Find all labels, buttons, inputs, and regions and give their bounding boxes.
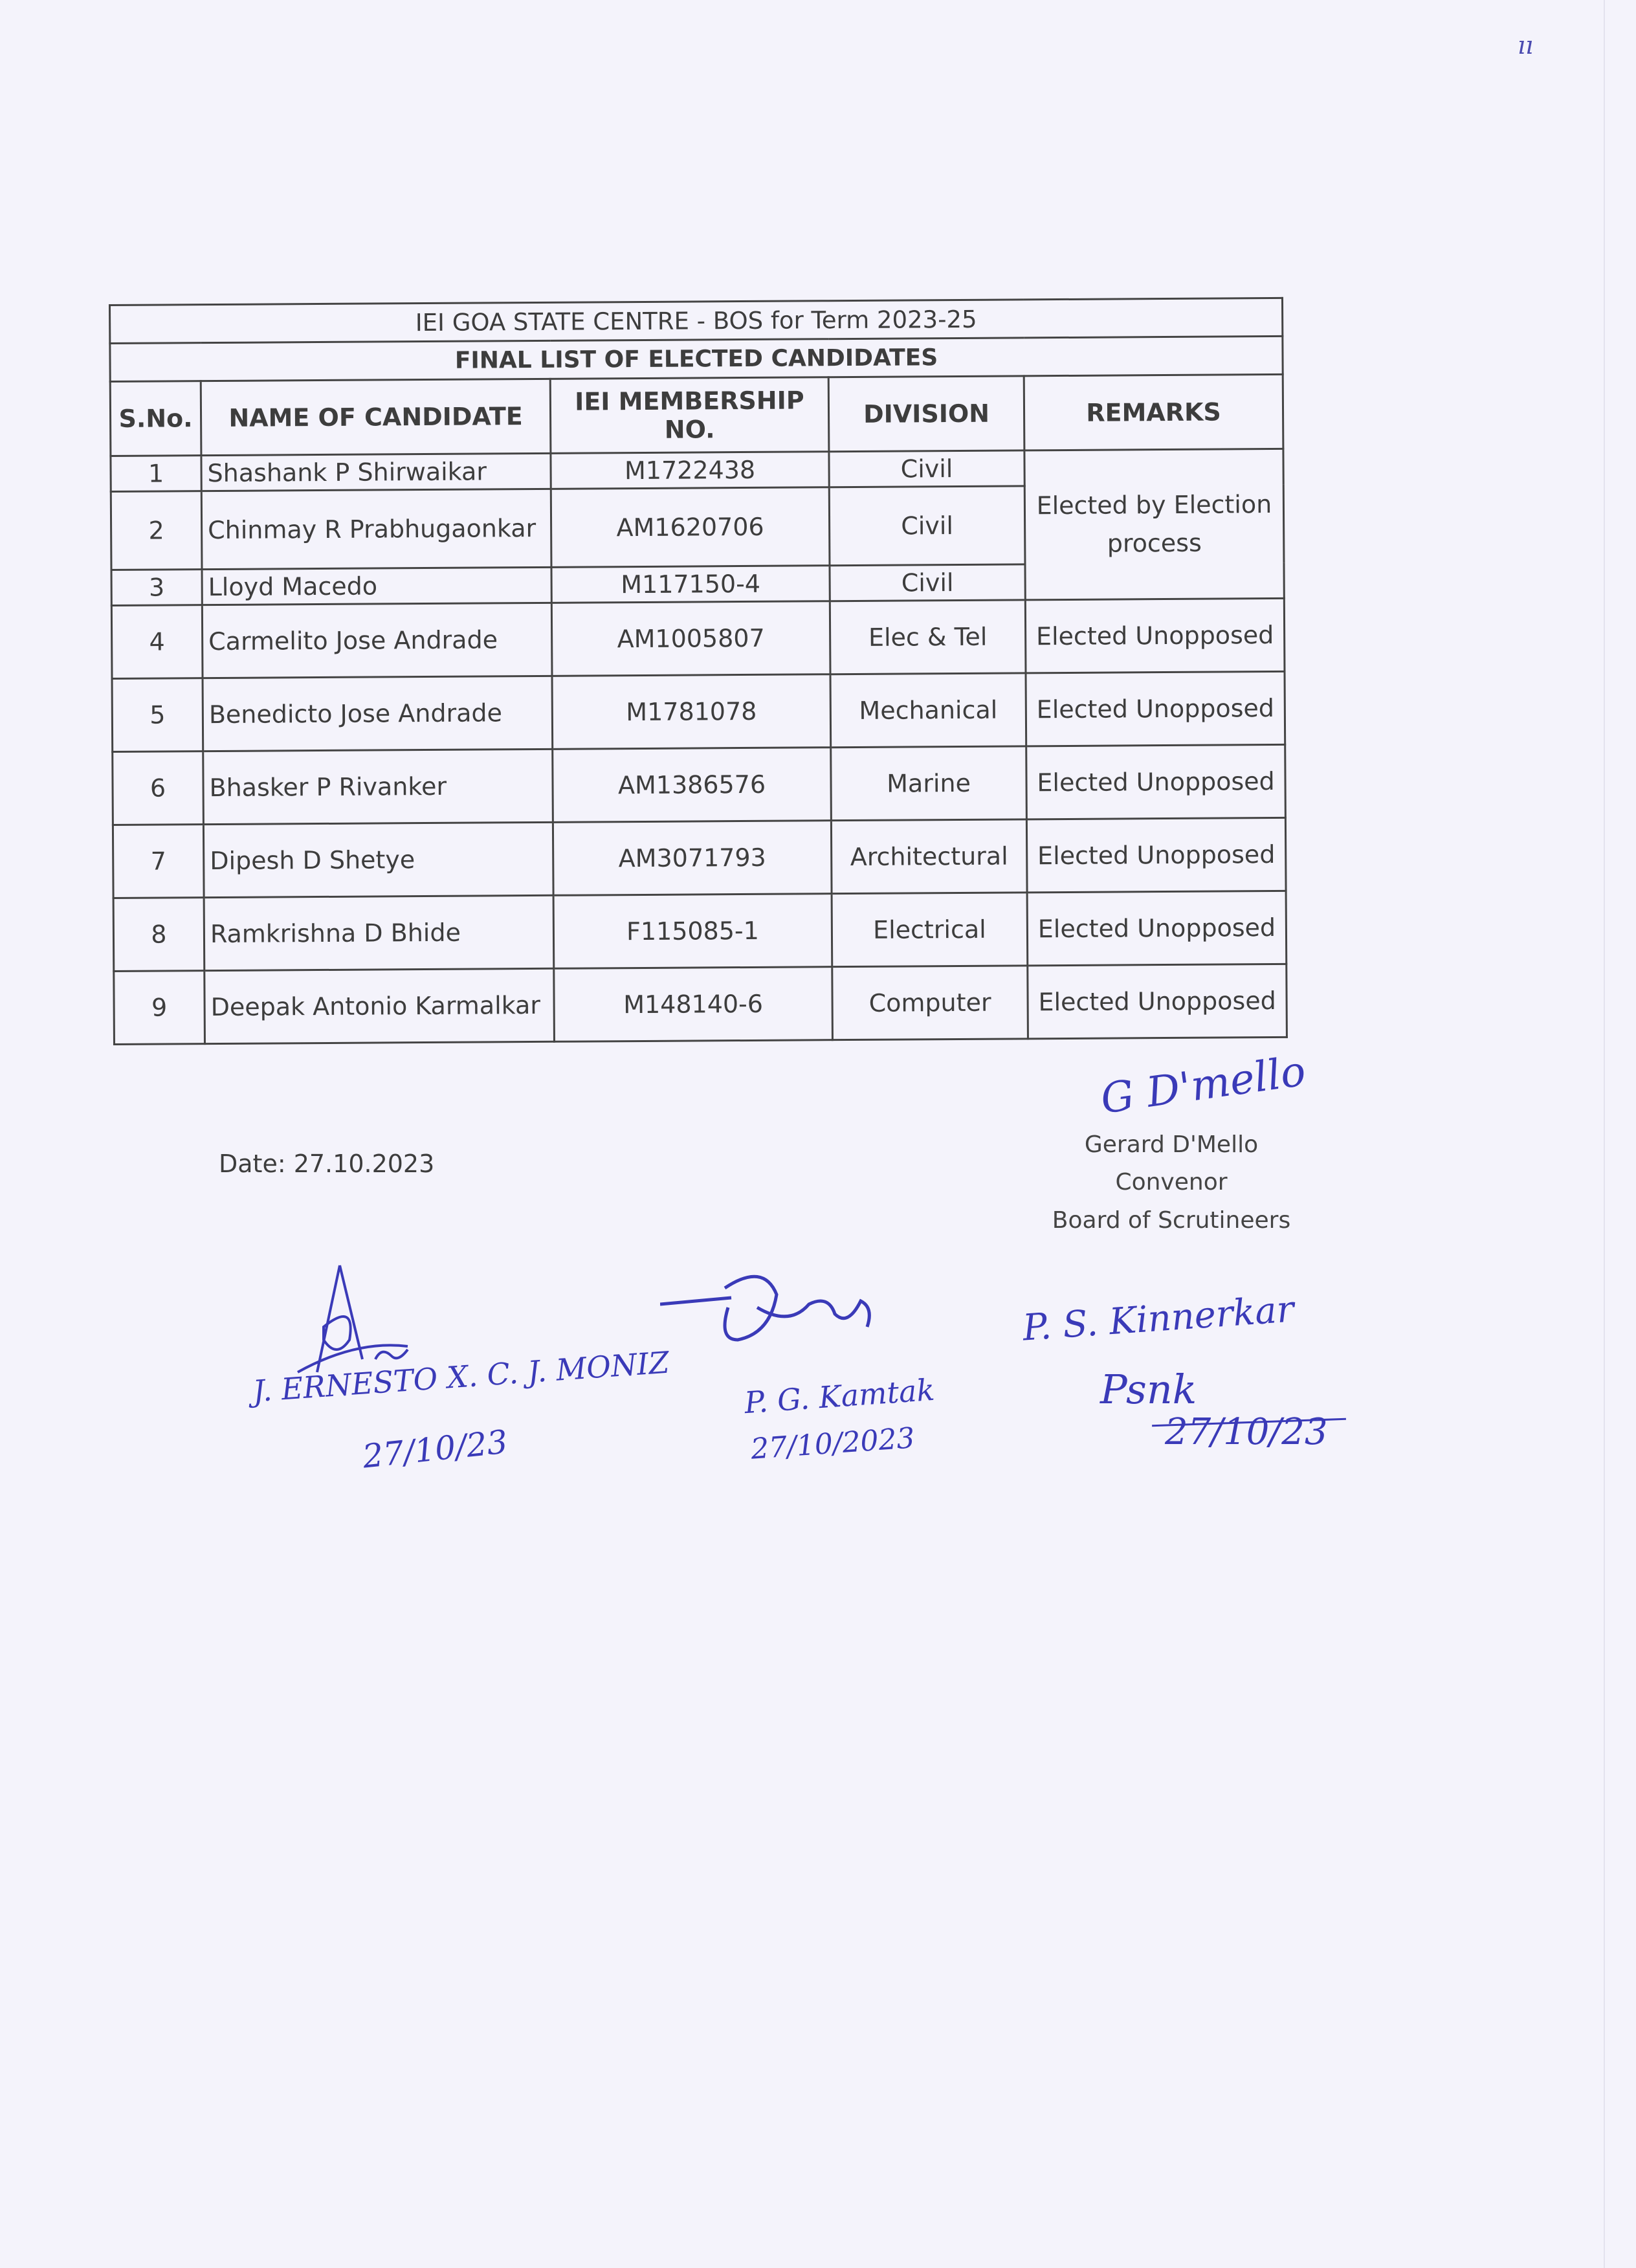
cell-remarks: Elected Unopposed: [1026, 671, 1285, 746]
cell-division: Computer: [832, 966, 1028, 1040]
cell-membership: M148140-6: [554, 967, 833, 1042]
col-header-membership: IEI MEMBERSHIP NO.: [550, 377, 829, 454]
cell-sno: 2: [111, 491, 202, 570]
cell-division: Mechanical: [830, 673, 1026, 748]
scrutineer-3-signature-mark: Psnk: [1100, 1366, 1197, 1413]
cell-remarks: Elected Unopposed: [1027, 891, 1287, 965]
cell-division: Architectural: [831, 819, 1027, 894]
table-title: IEI GOA STATE CENTRE - BOS for Term 2023-25: [110, 298, 1283, 343]
scrutineer-3-date: 27/10/23: [1165, 1411, 1328, 1453]
corner-handwritten-mark: ıı: [1518, 31, 1534, 60]
scrutineer-3-name: P. S. Kinnerkar: [1021, 1288, 1296, 1350]
cell-name: Deepak Antonio Karmalkar: [204, 968, 555, 1043]
col-header-sno: S.No.: [110, 381, 201, 456]
table-row: [111, 449, 1283, 491]
cell-name: Carmelito Jose Andrade: [202, 603, 552, 678]
cell-name: Chinmay R Prabhugaonkar: [201, 489, 551, 569]
cell-remarks: Elected Unopposed: [1026, 744, 1286, 819]
cell-name: Benedicto Jose Andrade: [203, 676, 553, 751]
col-header-name: NAME OF CANDIDATE: [201, 379, 551, 455]
cell-division: Electrical: [832, 893, 1028, 967]
convenor-signature: G D'mello: [1098, 1047, 1309, 1124]
cell-name: Bhasker P Rivanker: [203, 749, 553, 824]
cell-sno: 9: [114, 971, 205, 1045]
table-row: [112, 671, 1285, 751]
cell-division: Civil: [830, 564, 1025, 601]
remarks-election-process: Elected by Election process: [1036, 490, 1272, 558]
elected-candidates-table-wrapper: [109, 297, 1288, 1045]
cell-sno: 5: [112, 678, 203, 752]
cell-sno: 7: [113, 825, 204, 898]
convenor-role: Convenor: [1115, 1169, 1228, 1196]
scrutineer-1-name: J. ERNESTO X. C. J. MONIZ: [251, 1344, 670, 1409]
table-subtitle: FINAL LIST OF ELECTED CANDIDATES: [110, 336, 1283, 381]
cell-division: Marine: [831, 746, 1027, 821]
col-header-remarks: REMARKS: [1024, 374, 1283, 450]
table-title-row: [110, 298, 1283, 343]
convenor-body: Board of Scrutineers: [1052, 1206, 1291, 1234]
table-row: [113, 744, 1286, 825]
cell-sno: 8: [113, 898, 204, 972]
table-header-row: [110, 374, 1283, 456]
cell-division: Civil: [829, 450, 1024, 487]
scrutineer-1-date: 27/10/23: [360, 1423, 509, 1476]
cell-remarks: Elected Unopposed: [1025, 598, 1285, 673]
table-row: [113, 817, 1286, 898]
cell-division: Civil: [829, 486, 1025, 566]
cell-remarks: Elected Unopposed: [1026, 817, 1286, 892]
cell-membership: M1722438: [551, 452, 829, 489]
cell-membership: AM1620706: [551, 487, 830, 568]
table-subtitle-row: [110, 336, 1283, 381]
cell-membership: F115085-1: [553, 894, 832, 969]
convenor-name: Gerard D'Mello: [1084, 1131, 1259, 1158]
col-header-division: DIVISION: [828, 376, 1024, 452]
document-date: Date: 27.10.2023: [219, 1150, 435, 1178]
cell-remarks: Elected Unopposed: [1028, 964, 1287, 1038]
cell-name: Lloyd Macedo: [202, 567, 551, 605]
cell-name: Shashank P Shirwaikar: [201, 453, 551, 491]
convenor-block: [1035, 1126, 1307, 1240]
cell-remarks-merged: [1024, 449, 1284, 599]
scrutineer-2-signature-mark: [660, 1269, 880, 1359]
cell-name: Dipesh D Shetye: [203, 822, 553, 897]
scrutineer-2-date: 27/10/2023: [749, 1421, 916, 1466]
elected-candidates-table: [109, 297, 1288, 1045]
cell-sno: 3: [111, 570, 202, 606]
cell-membership: AM3071793: [553, 821, 832, 896]
table-row: [113, 891, 1287, 971]
cell-membership: M1781078: [552, 674, 831, 750]
cell-sno: 6: [113, 751, 204, 825]
table-row: [111, 598, 1285, 678]
cell-sno: 4: [111, 605, 203, 679]
table-row: [114, 964, 1287, 1044]
cell-membership: M117150-4: [551, 566, 830, 603]
cell-membership: AM1005807: [551, 601, 830, 676]
page-edge: [1604, 0, 1605, 2268]
scrutineer-2-name: P. G. Kamtak: [743, 1372, 936, 1421]
cell-sno: 1: [111, 456, 201, 492]
cell-division: Elec & Tel: [830, 600, 1026, 674]
cell-name: Ramkrishna D Bhide: [204, 895, 554, 970]
cell-membership: AM1386576: [553, 748, 832, 823]
